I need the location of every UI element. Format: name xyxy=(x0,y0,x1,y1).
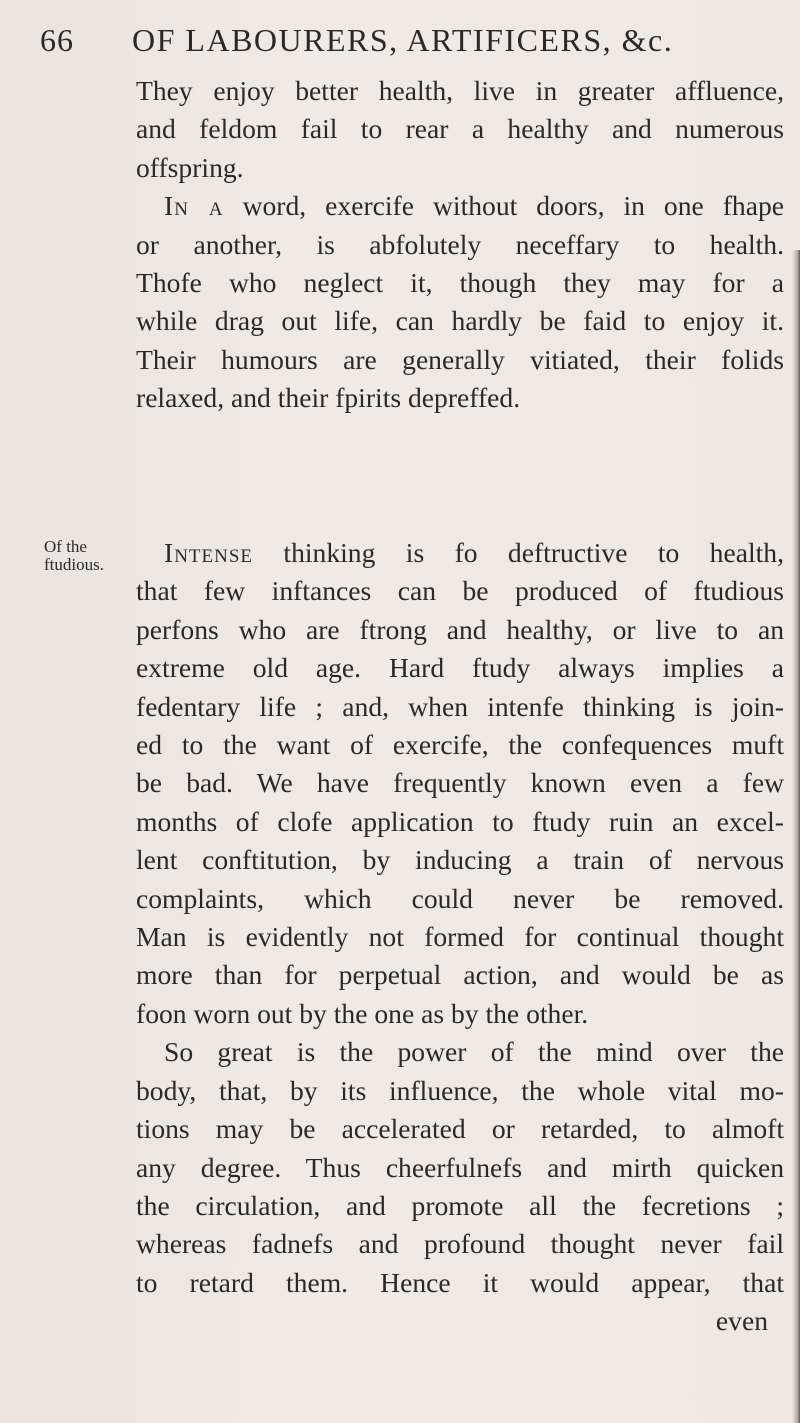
text-line: extreme old age. Hard ftudy always implies a xyxy=(136,652,784,684)
text-line: body, that, by its influence, the whole vital mo- xyxy=(136,1074,784,1106)
text-line: They enjoy better health, live in greater affluence, xyxy=(136,75,784,106)
text-line: Their humours are generally vitiated, their folids xyxy=(136,343,784,375)
paragraph-lead: In a xyxy=(164,190,224,222)
text-line: Man is evidently not formed for continual thought xyxy=(136,921,784,953)
text-line: be bad. We have frequently known even a few xyxy=(136,767,784,799)
text-line: fedentary life ; and, when intenfe thinking is join- xyxy=(136,690,784,722)
catchword: even xyxy=(715,1305,768,1337)
text-line: thinking is fo deftructive to health, xyxy=(253,537,784,568)
paragraph-first-line xyxy=(136,187,784,225)
text-line: and feldom fail to rear a healthy and numerous xyxy=(136,113,784,145)
text-line: to retard them. Hence it would appear, that xyxy=(136,1266,784,1298)
text-line: while drag out life, can hardly be faid to enjoy it. xyxy=(136,305,784,337)
text-line: ed to the want of exercife, the confequences muft xyxy=(136,729,784,761)
text-line: or another, is abfolutely neceffary to health. xyxy=(136,228,784,260)
text-line: lent conftitution, by inducing a train of nervous xyxy=(136,844,784,876)
text-line: Thofe who neglect it, though they may for a xyxy=(136,267,784,299)
margin-note-line: ftudious. xyxy=(44,555,104,574)
text-line: relaxed, and their fpirits depreffed. xyxy=(136,382,521,414)
paragraph-first-line: So great is the power of the mind over the xyxy=(164,1036,784,1068)
margin-note xyxy=(44,538,104,574)
text-line: perfons who are ftrong and healthy, or live to an xyxy=(136,613,784,645)
text-line: any degree. Thus cheerfulnefs and mirth quicken xyxy=(136,1151,784,1183)
text-block-main xyxy=(136,534,784,1341)
margin-note-line: Of the xyxy=(44,537,87,556)
running-head: OF LABOURERS, ARTIFICERS, &c. xyxy=(132,22,674,58)
text-block-top xyxy=(136,72,784,418)
text-line: complaints, which could never be removed. xyxy=(136,882,784,914)
text-line: word, exercife without doors, in one fhape xyxy=(223,190,784,222)
text-line: months of clofe application to ftudy ruin an excel- xyxy=(136,805,784,837)
page-edge-shadow xyxy=(792,250,800,1423)
page-header xyxy=(40,18,780,68)
text-line: more than for perpetual action, and would be as xyxy=(136,959,784,991)
text-line: foon worn out by the one as by the other. xyxy=(136,997,589,1029)
text-line: offspring. xyxy=(136,151,244,183)
text-line: whereas fadnefs and profound thought never fail xyxy=(136,1228,784,1260)
paragraph-lead: Intense xyxy=(164,537,254,568)
text-line: the circulation, and promote all the fecretions ; xyxy=(136,1189,784,1221)
page-number: 66 xyxy=(40,22,74,58)
paragraph-first-line xyxy=(136,534,784,572)
text-line: that few inftances can be produced of ftudious xyxy=(136,575,784,607)
text-line: tions may be accelerated or retarded, to almoft xyxy=(136,1113,784,1145)
